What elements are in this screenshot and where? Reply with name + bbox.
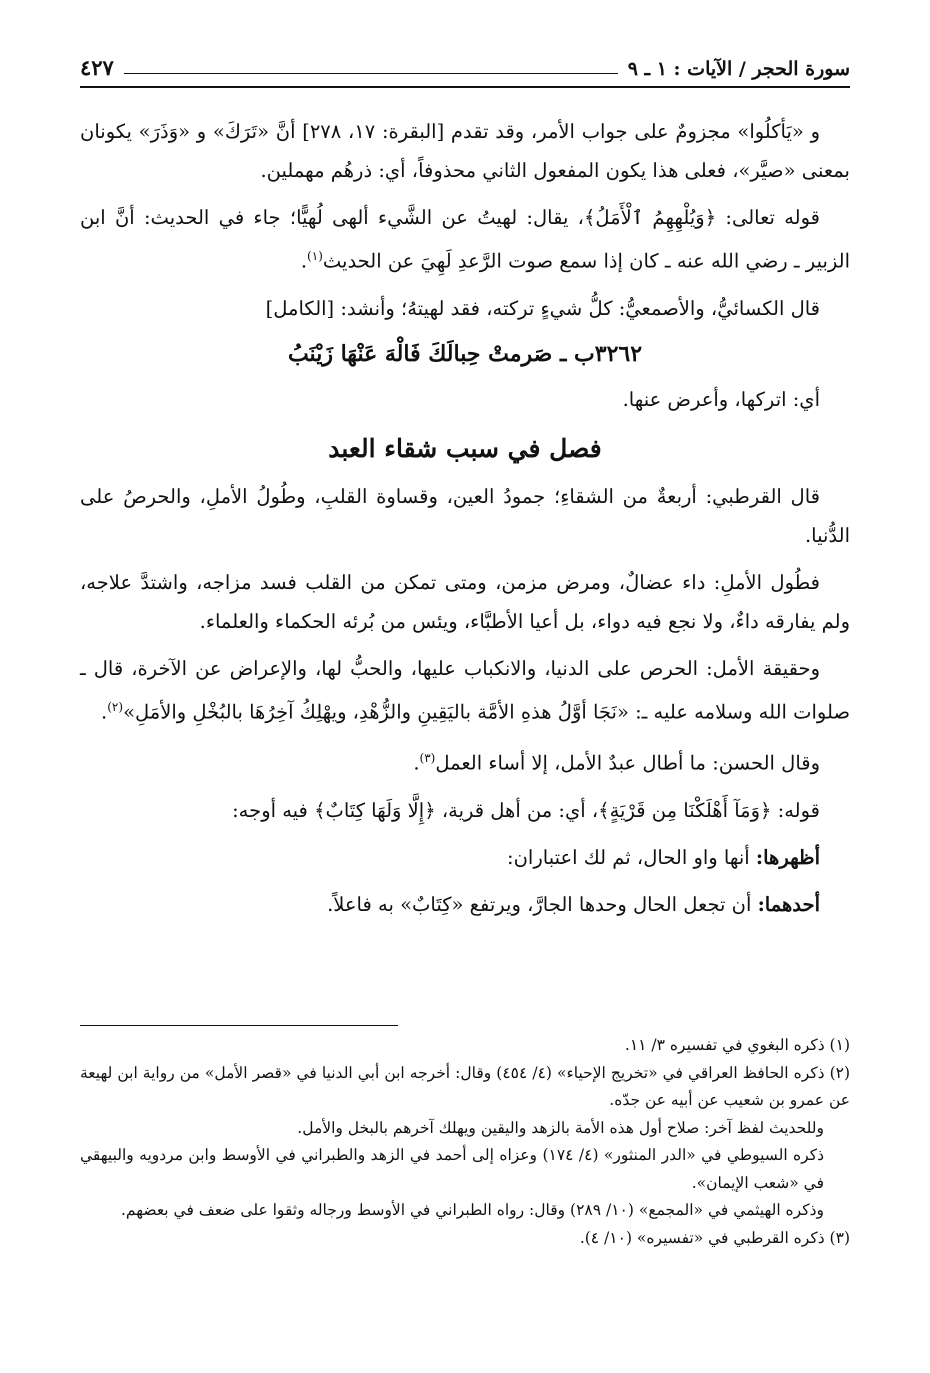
paragraph-11-text: أن تجعل الحال وحدها الجارَّ، ويرتفع «كِتَابٌ» به فاعلاً. [327,892,758,916]
footnote-ref-1[interactable]: (١) [307,249,323,263]
footnote-2-continued: وللحديث لفظ آخر: صلاح أول هذه الأمة بالزهد واليقين ويهلك آخرهم بالبخل والأمل. [297,1118,824,1137]
footnotes [80,1032,850,1252]
paragraph-2-text: قوله تعالى: ﴿وَيُلْهِهِمُ ٱلْأَمَلُ﴾، يقال: لهيتُ عن الشَّيء ألهى لُهيًّا؛ جاء في الحديث: أنَّ ابن الزبير ـ رضي الله عنه ـ كان إذا سمع صوت الرَّعدِ لَهِيَ عن الحديث [80,206,850,273]
section-title: فصل في سبب شقاء العبد [328,433,602,463]
footnote-1: (١) ذكره البغوي في تفسيره ٣/ ١١. [624,1036,850,1054]
footnote-ref-3[interactable]: (٣) [419,751,436,765]
page-number: ٤٢٧ [80,55,114,80]
footnote-divider [80,1025,398,1026]
footnote-2: (٢) ذكره الحافظ العراقي في «تخريج الإحياء» (٤/ ٤٥٤) وقال: أخرجه ابن أبي الدنيا في «قصر الأمل» من رواية ابن لهيعة عن عمرو بن شعيب عن أبيه عن جدّه. [80,1063,851,1109]
footnote-2-continued: وذكره الهيثمي في «المجمع» (١٠/ ٢٨٩) وقال: رواه الطبراني في الأوسط ورجاله وثقوا على ضعف في بعضهم. [120,1201,824,1219]
paragraph-10-lead: أظهرها: [755,845,820,869]
header-divider [80,86,850,88]
paragraph-8-end: . [413,751,420,775]
main-text [80,112,850,932]
paragraph-2 [80,198,850,281]
paragraph-8-text: وقال الحسن: ما أطال عبدٌ الأمل، إلا أساء العمل [435,751,820,775]
paragraph-7 [80,649,850,732]
surah-title: سورة الحجر / الآيات : ١ ـ ٩ [627,58,850,80]
paragraph-2-end: . [300,249,308,273]
paragraph-5: قال القرطبي: أربعةٌ من الشقاءِ؛ جمودُ العين، وقساوة القلبِ، وطُولُ الأملِ، والحرصُ على الدُّنيا. [80,484,850,547]
paragraph-7-end: . [101,700,108,723]
poetry-verse: ٣٢٦٢ب ـ صَرمتْ حِبالَكَ فَالْهَ عَنْهَا زَيْنَبُ [287,340,643,367]
header-rule [124,73,618,74]
paragraph-11 [80,885,850,924]
paragraph-9: قوله: ﴿وَمَآ أَهْلَكْنَا مِن قَرْيَةٍ﴾، أي: من أهل قرية، ﴿إِلَّا وَلَهَا كِتَابٌ﴾ فيه أوجه: [232,798,820,822]
paragraph-3: قال الكسائيُّ، والأصمعيُّ: كلُّ شيءٍ تركته، فقد لهيتهُ؛ وأنشد: [الكامل] [265,296,820,320]
paragraph-11-lead: أحدهما: [757,892,820,916]
paragraph-6: فطُول الأملِ: داء عضالٌ، ومرض مزمن، ومتى تمكن من القلب فسد مزاجه، واشتدَّ علاجه، ولم يفارقه داءٌ، ولا نجع فيه دواء، بل أعيا الأطبَّاء، ويئس من بُرئه الحكماء والعلماء. [80,570,850,633]
paragraph-7-text: وحقيقة الأمل: الحرص على الدنيا، والانكباب عليها، والحبُّ لها، والإعراض عن الآخرة، قال ـ صلوات الله وسلامه عليه ـ: «نَجَا أوَّلُ هذهِ الأمَّة باليَقِينِ والزُّهْدِ، ويهْلِكُ آخِرُهَا بالبُخْلِ والأمَلِ» [80,656,850,723]
paragraph-10-text: أنها واو الحال، ثم لك اعتباران: [507,845,756,869]
paragraph-8 [80,739,850,783]
footnote-ref-2[interactable]: (٢) [107,699,124,714]
footnote-3: (٣) ذكره القرطبي في «تفسيره» (١٠/ ٤). [579,1228,850,1247]
page-header [80,44,850,84]
paragraph-4: أي: اتركها، وأعرض عنها. [622,387,820,411]
paragraph-1: و «يَأكلُوا» مجزومٌ على جواب الأمر، وقد تقدم [البقرة: ١٧، ٢٧٨] أنَّ «تَرَكَ» و «وَذَرَ» يكونان بمعنى «صيَّر»، فعلى هذا يكون المفعول الثاني محذوفاً، أي: ذرهُم مهملين. [80,120,850,182]
footnote-2-continued: ذكره السيوطي في «الدر المنثور» (٤/ ١٧٤) وعزاه إلى أحمد في الزهد والطبراني في الأوسط وابن مردويه والبيهقي في «شعب الإيمان». [80,1146,825,1192]
paragraph-10 [80,838,850,877]
